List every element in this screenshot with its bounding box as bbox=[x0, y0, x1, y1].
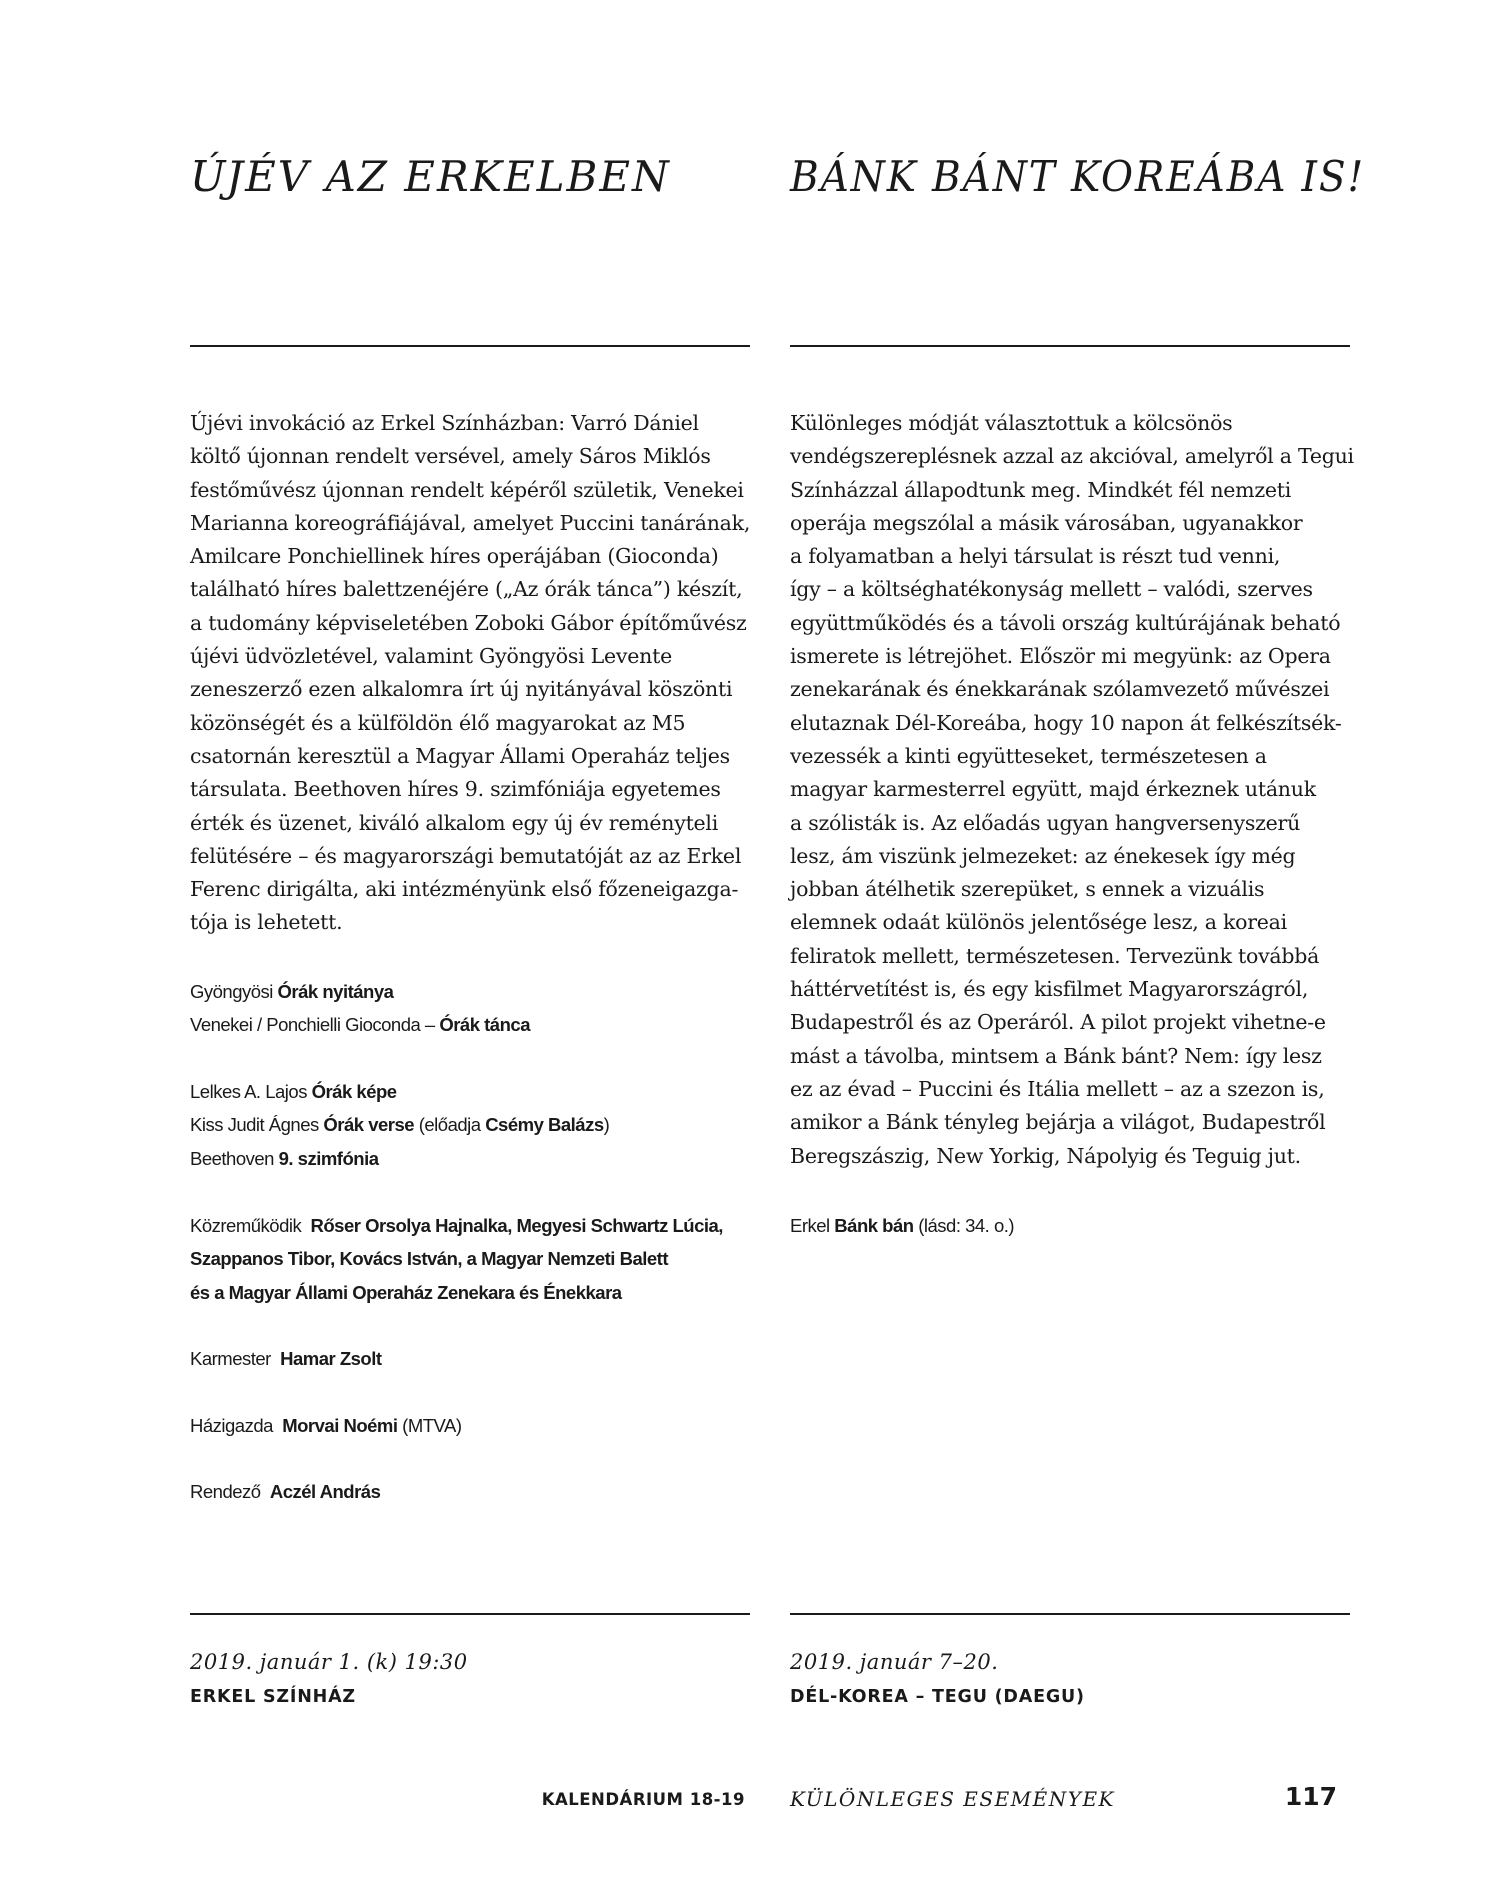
left-performers bbox=[190, 1209, 723, 1309]
left-director bbox=[190, 1475, 380, 1508]
body-line: Beregszászig, New Yorkig, Nápolyig és Teguig jut. bbox=[790, 1143, 1301, 1168]
program-item bbox=[190, 1108, 609, 1141]
page-number: 117 bbox=[1284, 1782, 1337, 1811]
program-item bbox=[190, 1075, 609, 1108]
director-label: Rendező bbox=[190, 1481, 261, 1502]
left-conductor bbox=[190, 1342, 382, 1375]
program-item-title: 9. szimfónia bbox=[278, 1147, 379, 1169]
body-line: magyar karmesterrel együtt, majd érkeznek utánuk bbox=[790, 777, 1316, 802]
body-line: így – a költséghatékonyság mellett – valódi, szerves bbox=[790, 577, 1313, 602]
program-item-author: Lelkes A. Lajos bbox=[190, 1081, 312, 1102]
left-event-date: 2019. január 1. (k) 19:30 bbox=[190, 1650, 468, 1674]
right-event-date: 2019. január 7–20. bbox=[790, 1650, 999, 1674]
left-bottom-rule bbox=[190, 1613, 750, 1615]
left-program-list-2 bbox=[190, 1075, 609, 1175]
conductor-name: Hamar Zsolt bbox=[280, 1348, 382, 1369]
body-line: lesz, ám viszünk jelmezeket: az énekesek így még bbox=[790, 843, 1296, 868]
body-line: vezessék a kinti együtteseket, természetesen a bbox=[790, 743, 1267, 768]
conductor-label: Karmester bbox=[190, 1348, 271, 1369]
body-line: a folyamatban a helyi társulat is részt tud venni, bbox=[790, 544, 1281, 569]
program-item-note: (előadja bbox=[414, 1114, 486, 1136]
left-article-title: ÚJÉV AZ ERKELBEN bbox=[190, 152, 671, 201]
program-composer: Erkel bbox=[790, 1215, 835, 1236]
left-program-list-1 bbox=[190, 975, 530, 1042]
body-line: operája megszólal a másik városában, ugyanakkor bbox=[790, 510, 1303, 535]
body-line: mást a távolba, mintsem a Bánk bánt? Nem: így lesz bbox=[790, 1043, 1322, 1068]
program-item-author: Gyöngyösi bbox=[190, 981, 278, 1002]
body-line: Amilcare Ponchiellinek híres operájában (Gioconda) bbox=[190, 544, 719, 569]
body-line: a tudomány képviseletében Zoboki Gábor építőművész bbox=[190, 610, 747, 635]
host-label: Házigazda bbox=[190, 1415, 273, 1436]
left-article-body bbox=[190, 407, 750, 940]
left-top-rule bbox=[190, 345, 750, 347]
program-item-title: Órák képe bbox=[311, 1081, 397, 1102]
body-line: Újévi invokáció az Erkel Színházban: Varró Dániel bbox=[190, 411, 699, 435]
body-line: felütésére – és magyarországi bemutatóját az az Erkel bbox=[190, 843, 742, 868]
performers-label: Közreműködik bbox=[190, 1215, 302, 1236]
program-item-title: Órák tánca bbox=[439, 1014, 530, 1036]
performers-line: Szappanos Tibor, Kovács István, a Magyar Nemzeti Balett bbox=[190, 1248, 668, 1270]
body-line: vendégszereplésnek azzal az akcióval, amelyről a Tegui bbox=[790, 444, 1354, 469]
right-event-venue: DÉL-KOREA – TEGU (DAEGU) bbox=[790, 1687, 1085, 1707]
body-line: érték és üzenet, kiváló alkalom egy új év reményteli bbox=[190, 810, 719, 835]
performers-line: Rőser Orsolya Hajnalka, Megyesi Schwartz Lúcia, bbox=[310, 1215, 723, 1236]
body-line: jobban átélhetik szerepüket, s ennek a vizuális bbox=[790, 877, 1265, 902]
body-line: ismerete is létrejöhet. Először mi megyünk: az Opera bbox=[790, 644, 1331, 669]
body-line: közönségét és a külföldön élő magyarokat az M5 bbox=[190, 710, 686, 735]
body-line: csatornán keresztül a Magyar Állami Operaház teljes bbox=[190, 743, 730, 768]
left-event-venue: ERKEL SZÍNHÁZ bbox=[190, 1687, 356, 1707]
body-line: festőművész újonnan rendelt képéről születik, Venekei bbox=[190, 477, 744, 502]
body-line: zeneszerző ezen alkalomra írt új nyitányával köszönti bbox=[190, 677, 733, 702]
right-program bbox=[790, 1209, 1014, 1242]
program-item bbox=[190, 1142, 609, 1175]
right-bottom-rule bbox=[790, 1613, 1350, 1615]
program-item bbox=[190, 975, 530, 1008]
body-line: a szólisták is. Az előadás ugyan hangversenyszerű bbox=[790, 810, 1301, 835]
program-note: (lásd: 34. o.) bbox=[913, 1215, 1015, 1236]
body-line: tója is lehetett. bbox=[190, 910, 343, 935]
right-article-body bbox=[790, 407, 1354, 1173]
body-line: Ferenc dirigálta, aki intézményünk első főzeneigazga- bbox=[190, 877, 739, 902]
host-name: Morvai Noémi bbox=[282, 1415, 398, 1436]
body-line: háttérvetítést is, és egy kisfilmet Magyarországról, bbox=[790, 977, 1309, 1002]
body-line: amikor a Bánk tényleg bejárja a világot, Budapestről bbox=[790, 1110, 1326, 1135]
body-line: költő újonnan rendelt versével, amely Sáros Miklós bbox=[190, 444, 711, 469]
director-name: Aczél András bbox=[269, 1481, 381, 1502]
body-line: található híres balettzenéjére („Az órák tánca”) készít, bbox=[190, 577, 743, 602]
body-line: Marianna koreográfiájával, amelyet Puccini tanárának, bbox=[190, 510, 751, 535]
body-line: Különleges módját választottuk a kölcsönös bbox=[790, 411, 1233, 435]
body-line: elutaznak Dél-Koreába, hogy 10 napon át felkészítsék- bbox=[790, 710, 1342, 735]
left-host bbox=[190, 1409, 462, 1442]
program-title: Bánk bán bbox=[834, 1215, 914, 1236]
body-line: feliratok mellett, természetesen. Tervezünk továbbá bbox=[790, 943, 1320, 968]
program-item-author: Venekei / Ponchielli Gioconda – bbox=[190, 1014, 440, 1036]
program-item bbox=[190, 1008, 530, 1041]
host-note: (MTVA) bbox=[397, 1415, 462, 1436]
body-line: ez az évad – Puccini és Itália mellett – az a szezon is, bbox=[790, 1076, 1325, 1101]
program-item-performer: Csémy Balázs bbox=[485, 1114, 604, 1136]
body-line: zenekarának és énekkarának szólamvezető művészei bbox=[790, 677, 1330, 702]
right-article-title: BÁNK BÁNT KOREÁBA IS! bbox=[790, 152, 1366, 201]
body-line: újévi üdvözletével, valamint Gyöngyösi Levente bbox=[190, 644, 672, 669]
body-line: Budapestről és az Operáról. A pilot projekt vihetne-e bbox=[790, 1010, 1326, 1035]
program-item-author: Beethoven bbox=[190, 1147, 279, 1169]
right-top-rule bbox=[790, 345, 1350, 347]
body-line: elemnek odaát különös jelentősége lesz, a koreai bbox=[790, 910, 1287, 935]
program-item-title: Órák verse bbox=[323, 1114, 415, 1136]
program-item-title: Órák nyitánya bbox=[277, 981, 394, 1002]
body-line: együttműködés és a távoli ország kultúrájának beható bbox=[790, 610, 1341, 635]
body-line: társulata. Beethoven híres 9. szimfóniája egyetemes bbox=[190, 777, 721, 802]
program-item-author: Kiss Judit Ágnes bbox=[190, 1114, 324, 1136]
program-item-note: ) bbox=[603, 1114, 610, 1136]
footer-section: KÜLÖNLEGES ESEMÉNYEK bbox=[790, 1787, 1115, 1811]
footer-publication: KALENDÁRIUM 18-19 bbox=[541, 1790, 745, 1809]
body-line: Színházzal állapodtunk meg. Mindkét fél nemzeti bbox=[790, 477, 1292, 502]
performers-line: és a Magyar Állami Operaház Zenekara és Énekkara bbox=[190, 1281, 622, 1303]
